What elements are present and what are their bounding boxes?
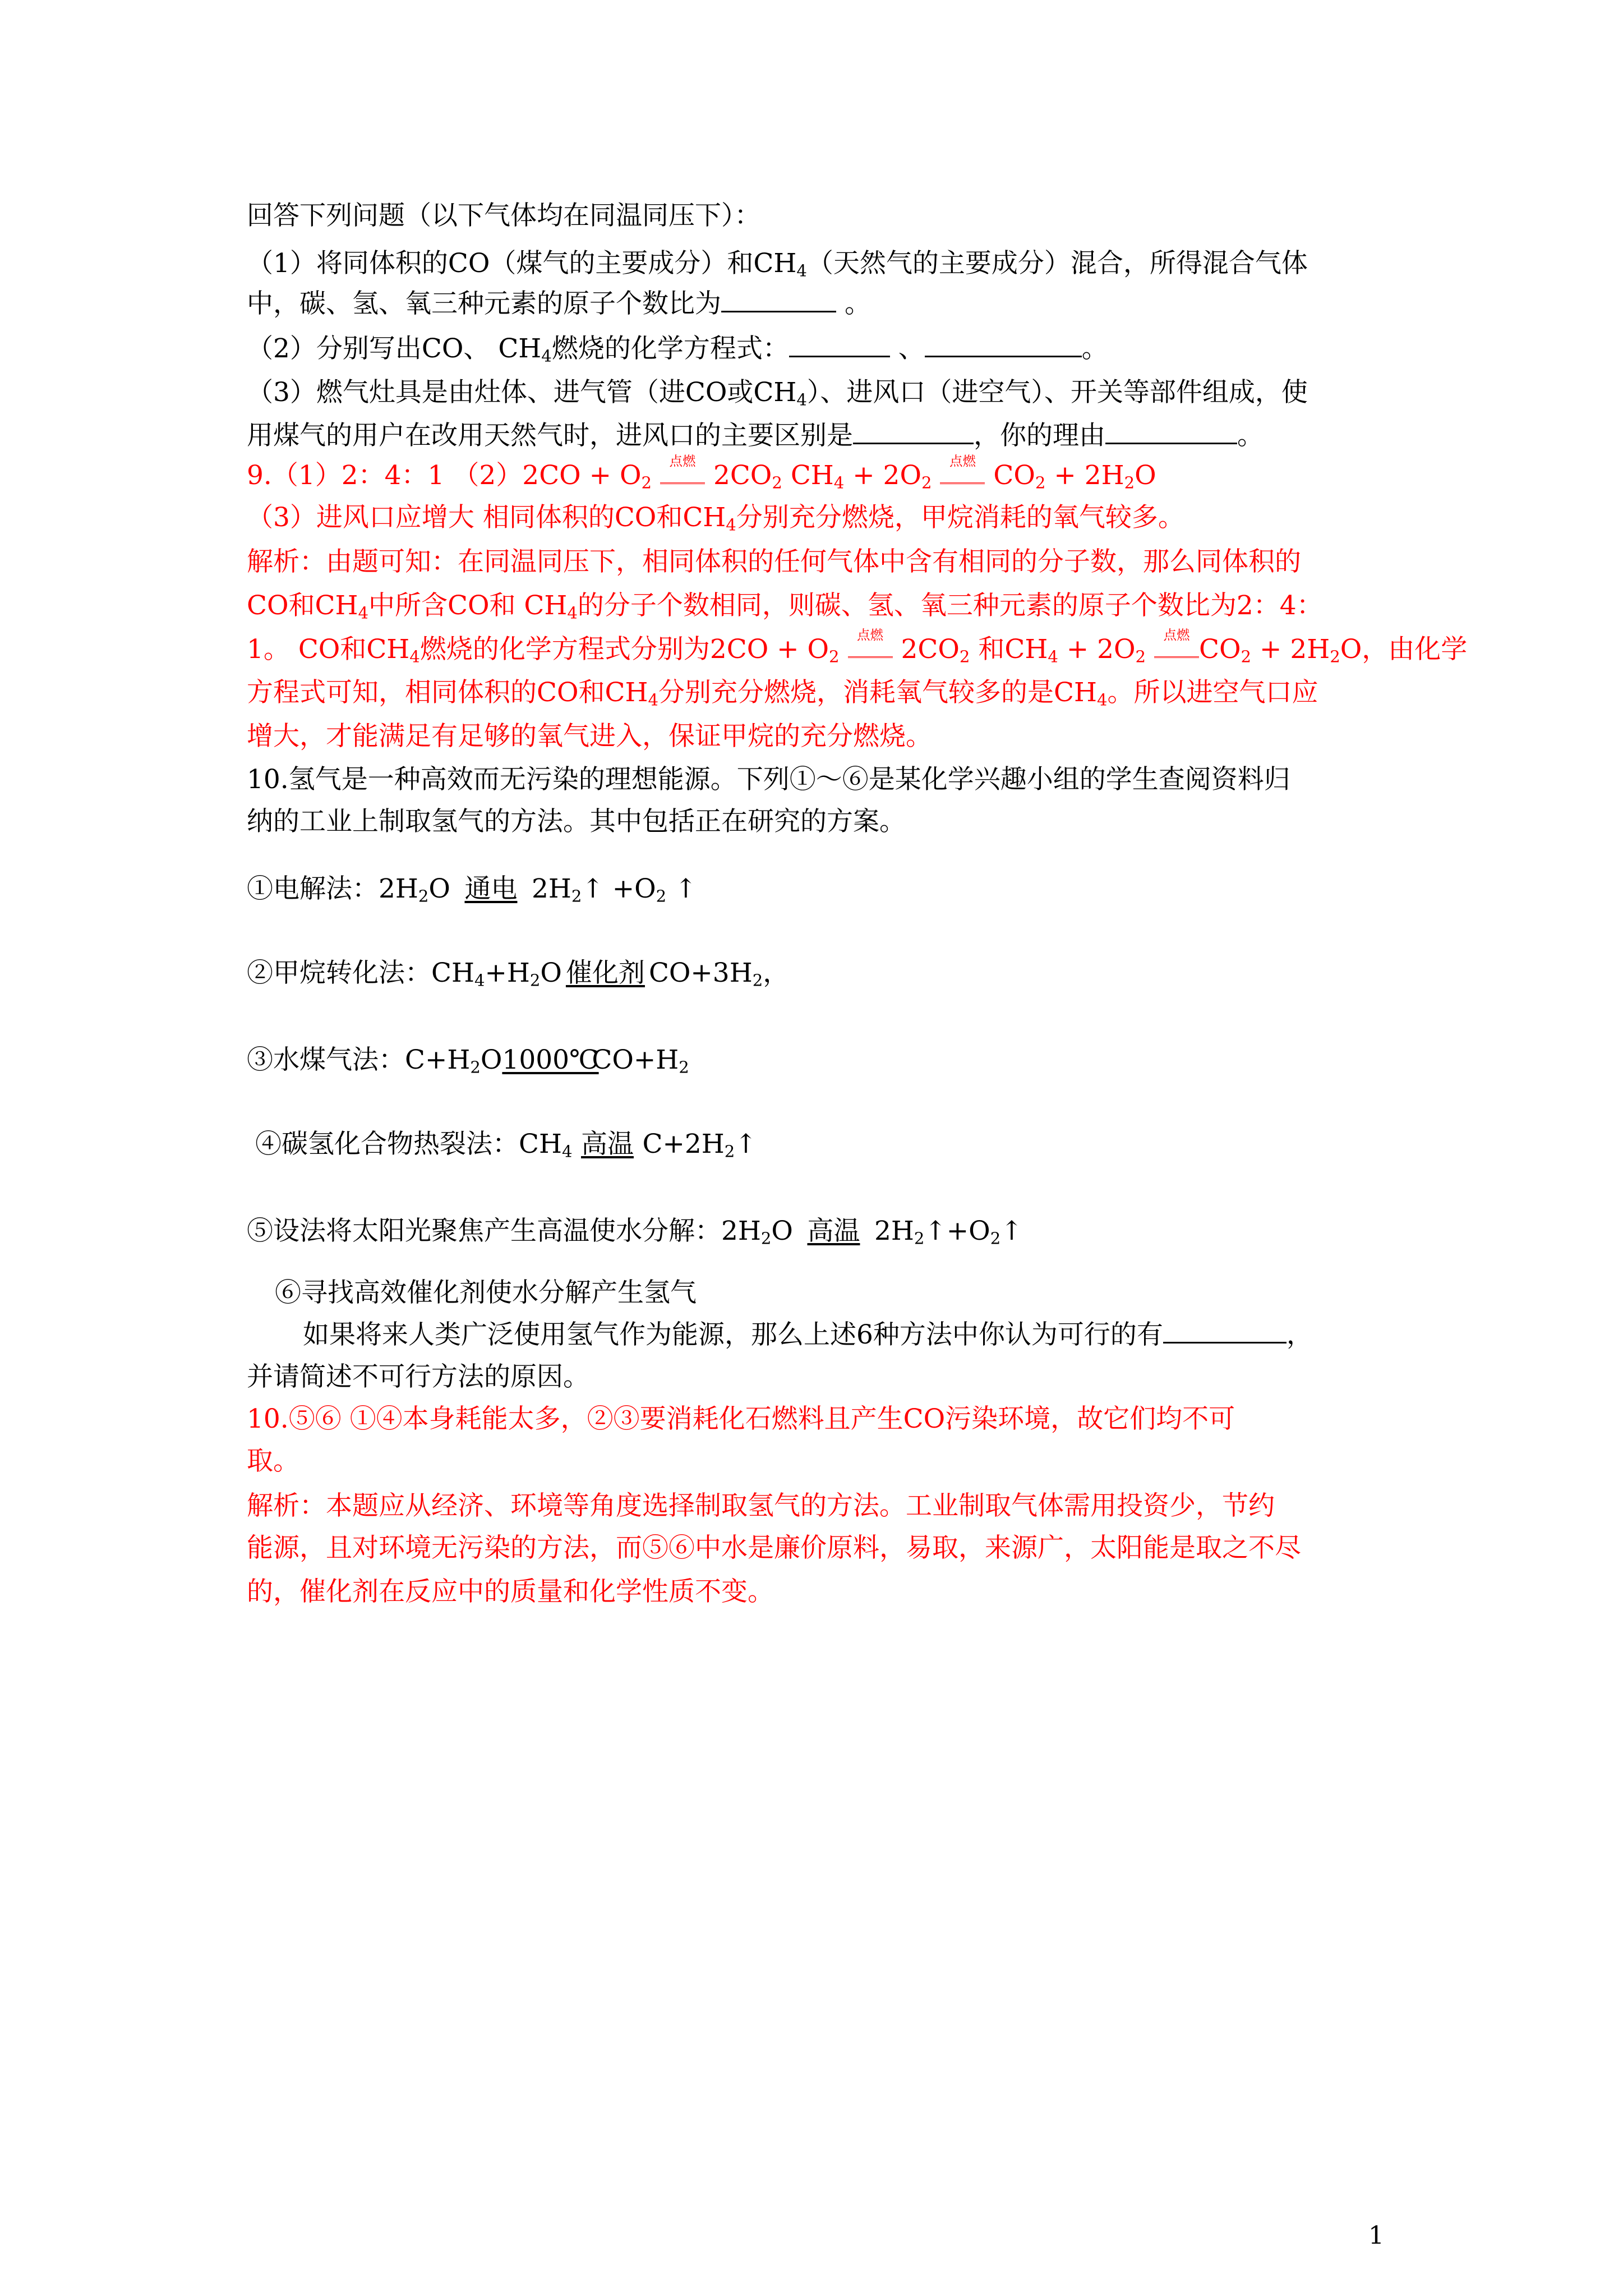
method-solar-decomposition: ⑤设法将太阳光聚焦产生高温使水分解：$2H_2O$ 高温 $2H_2↑+O_2↑$ <box>247 1216 1023 1248</box>
q8-part3-line1: （3）燃气灶具是由灶体、进气管（进CO或$CH_4$）、进风口（进空气）、开关等部件组成，使 <box>247 377 1308 409</box>
q8-part1-line1: （1）将同体积的CO（煤气的主要成分）和$CH_4$（天然气的主要成分）混合，所得混合气体 <box>247 248 1308 280</box>
answer-blank-ratio[interactable] <box>721 286 836 312</box>
method-electrolysis: ①电解法：$2H_2O$ 通电 $2H_2↑ +O_2$ ↑ <box>247 873 697 906</box>
method-hydrocarbon-cracking: ④碳氢化合物热裂法：$CH_4$ 高温 $C+2H_2↑$ <box>255 1129 757 1161</box>
reaction-condition: 点燃 <box>848 642 893 658</box>
q8-part1-line2: 中，碳、氢、氧三种元素的原子个数比为 。 <box>247 286 871 321</box>
q10-intro-2: 纳的工业上制取氢气的方法。其中包括正在研究的方案。 <box>247 806 906 837</box>
reaction-condition: 点燃 <box>1154 642 1199 658</box>
answer9-line1: 9.（1）2：4：1 $(2)2CO + O_2$ 点燃 $2CO_2$ $CH_4 + 2O_2$ 点燃 $CO_2 + 2H_2O$ <box>247 453 1156 493</box>
method-methane-conversion: ②甲烷转化法：$CH_4+H_2O$ 催化剂 $CO+3H_2$， <box>247 958 790 990</box>
reaction-condition: 催化剂 <box>565 958 645 988</box>
q10-intro-1: 10.氢气是一种高效而无污染的理想能源。下列①～⑥是某化学兴趣小组的学生查阅资料归 <box>247 764 1290 795</box>
q8-part2: （2）分别写出CO、 $CH_4$燃烧的化学方程式： 、 。 <box>247 331 1108 366</box>
reaction-condition: 1000℃ <box>502 1045 599 1075</box>
reaction-condition: 点燃 <box>660 468 705 484</box>
reaction-condition: 高温 <box>580 1129 634 1159</box>
answer10-explanation-3: 的，催化剂在反应中的质量和化学性质不变。 <box>247 1576 774 1607</box>
page-number: 1 <box>1368 2221 1384 2250</box>
answer-blank-reason[interactable] <box>1105 418 1237 444</box>
method-catalyst: ⑥寻找高效催化剂使水分解产生氢气 <box>275 1277 697 1308</box>
answer9-explanation-4: 方程式可知，相同体积的CO和$CH_4$分别充分燃烧，消耗氧气较多的是$CH_4$。所以进空气口应 <box>247 677 1318 710</box>
answer9-explanation-5: 增大，才能满足有足够的氧气进入，保证甲烷的充分燃烧。 <box>247 721 932 752</box>
answer9-explanation-2: CO和$CH_4$中所含CO和 $CH_4$的分子个数相同，则碳、氢、氧三种元素的原子个数比为2：4： <box>247 590 1323 623</box>
q8-intro: 回答下列问题（以下气体均在同温同压下）： <box>247 200 761 231</box>
q8-part3-line2: 用煤气的用户在改用天然气时，进风口的主要区别是 ，你的理由 。 <box>247 418 1264 453</box>
answer10-line1: 10.⑤⑥ ①④本身耗能太多，②③要消耗化石燃料且产生CO污染环境，故它们均不可 <box>247 1404 1235 1434</box>
answer10-explanation-1: 解析：本题应从经济、环境等角度选择制取氢气的方法。工业制取气体需用投资少，节约 <box>247 1490 1275 1521</box>
reaction-condition: 通电 <box>464 873 518 904</box>
method-water-gas: ③水煤气法：$C+H_2O$ 1000℃ $CO+H_2$ <box>247 1045 689 1077</box>
q10-question-2: 并请简述不可行方法的原因。 <box>247 1361 589 1392</box>
answer-blank-equation-ch4[interactable] <box>925 331 1082 357</box>
answer-blank-equation-co[interactable] <box>789 331 890 357</box>
answer10-line2: 取。 <box>247 1446 299 1476</box>
answer9-explanation-3: 1。 CO和$CH_4$燃烧的化学方程式分别为$2CO + O_2$ 点燃 $2CO_2$ 和$CH_4 + 2O_2$ 点燃 $CO_2 + 2H_2O$，由化学 <box>247 627 1468 666</box>
q10-question-1: 如果将来人类广泛使用氢气作为能源，那么上述6种方法中你认为可行的有 ， <box>303 1317 1313 1352</box>
reaction-condition: 高温 <box>807 1216 860 1246</box>
answer-blank-feasible-methods[interactable] <box>1163 1317 1287 1343</box>
reaction-condition: 点燃 <box>940 468 985 484</box>
answer-blank-difference[interactable] <box>853 418 974 444</box>
answer9-explanation-1: 解析：由题可知：在同温同压下，相同体积的任何气体中含有相同的分子数，那么同体积的 <box>247 546 1301 577</box>
answer9-line2: （3）进风口应增大 相同体积的CO和$CH_4$分别充分燃烧，甲烷消耗的氧气较多。 <box>247 502 1184 535</box>
answer10-explanation-2: 能源，且对环境无污染的方法，而⑤⑥中水是廉价原料，易取，来源广，太阳能是取之不尽 <box>247 1533 1301 1563</box>
